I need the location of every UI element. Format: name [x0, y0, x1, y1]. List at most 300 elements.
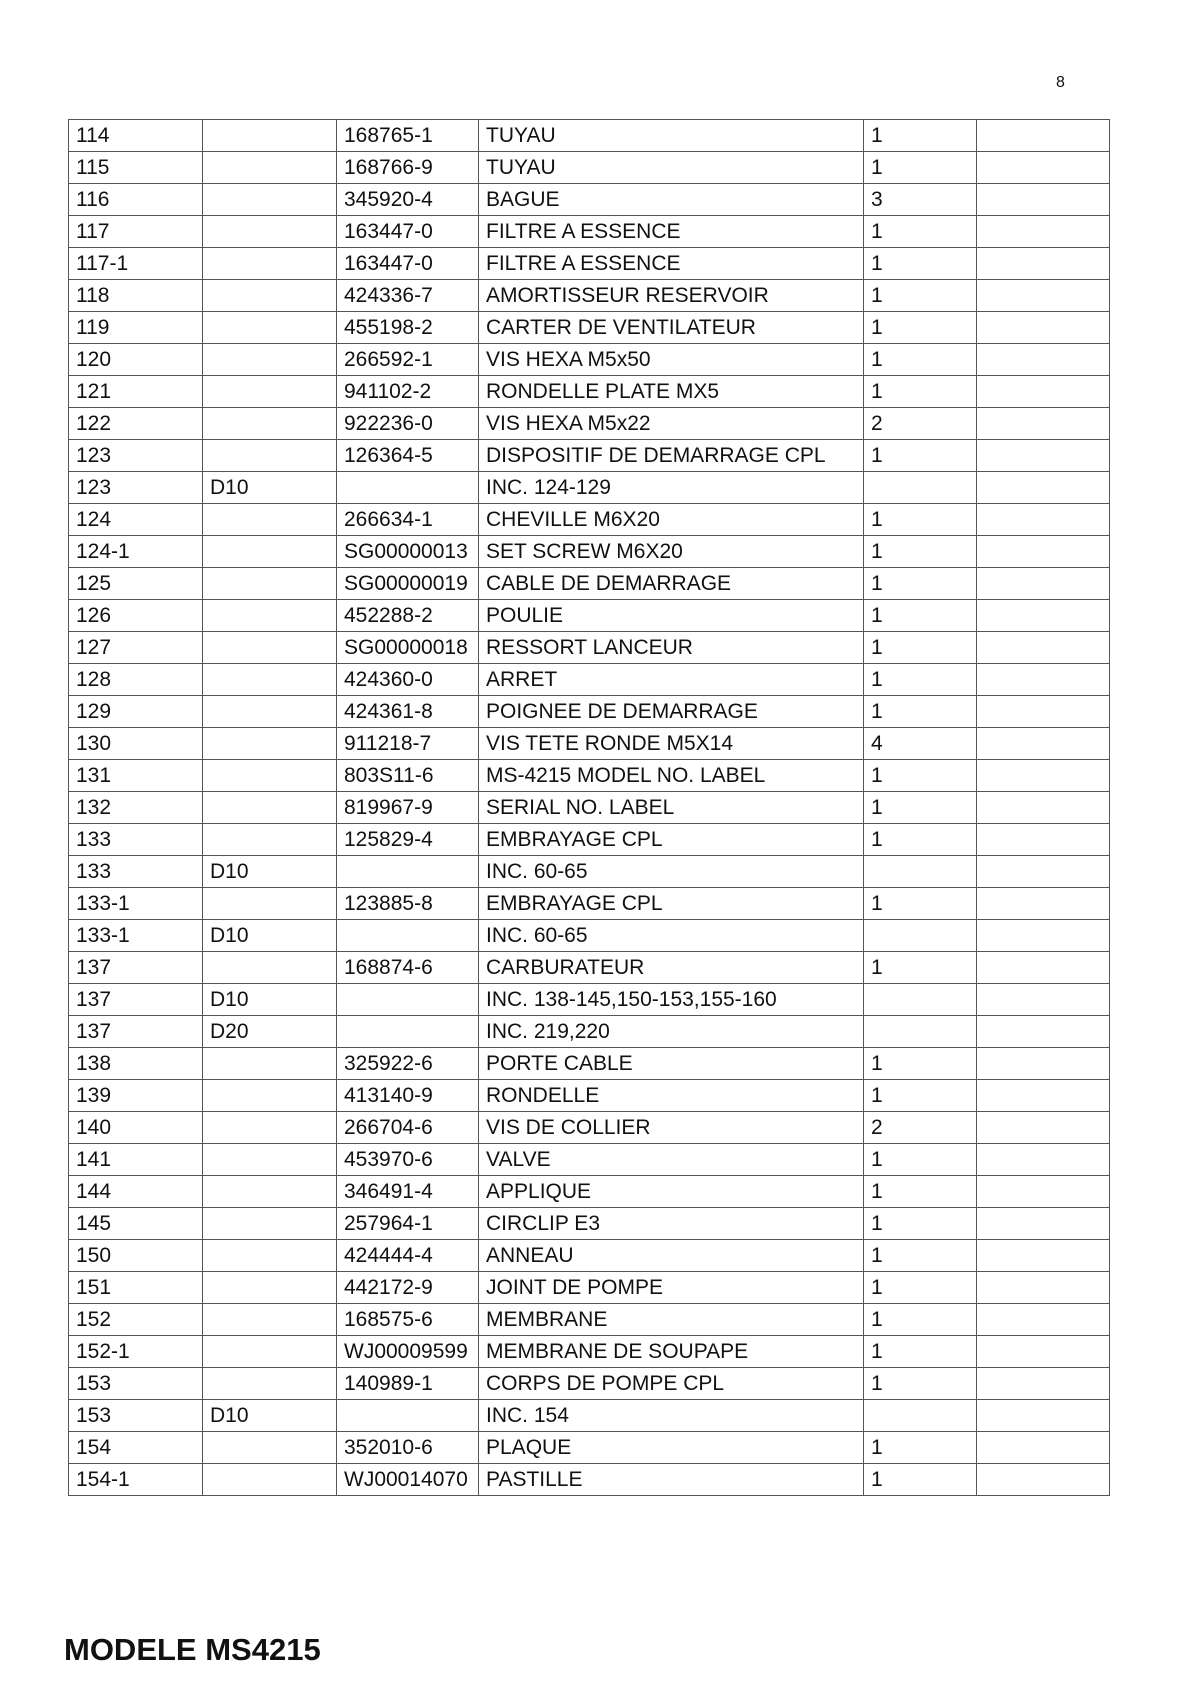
part-number-cell: WJ00009599 [337, 1336, 479, 1368]
item-number-cell: 154-1 [69, 1464, 203, 1496]
description-cell: INC. 60-65 [479, 920, 864, 952]
description-cell: PORTE CABLE [479, 1048, 864, 1080]
part-number-cell: 452288-2 [337, 600, 479, 632]
part-number-cell: 413140-9 [337, 1080, 479, 1112]
table-row [69, 952, 1110, 984]
notes-cell [977, 376, 1110, 408]
item-number-cell: 137 [69, 984, 203, 1016]
notes-cell [977, 1336, 1110, 1368]
item-number-cell: 140 [69, 1112, 203, 1144]
quantity-cell: 1 [864, 824, 977, 856]
table-row [69, 376, 1110, 408]
description-cell: MEMBRANE [479, 1304, 864, 1336]
table-row [69, 728, 1110, 760]
item-number-cell: 118 [69, 280, 203, 312]
table-row [69, 888, 1110, 920]
quantity-cell: 1 [864, 536, 977, 568]
description-cell: CARBURATEUR [479, 952, 864, 984]
quantity-cell: 1 [864, 568, 977, 600]
table-row [69, 1464, 1110, 1496]
description-cell: CIRCLIP E3 [479, 1208, 864, 1240]
table-row [69, 568, 1110, 600]
table-row [69, 312, 1110, 344]
notes-cell [977, 1112, 1110, 1144]
variant-code-cell [203, 1112, 337, 1144]
variant-code-cell [203, 728, 337, 760]
part-number-cell: 266704-6 [337, 1112, 479, 1144]
table-row [69, 1240, 1110, 1272]
part-number-cell: 140989-1 [337, 1368, 479, 1400]
variant-code-cell [203, 1464, 337, 1496]
quantity-cell [864, 472, 977, 504]
quantity-cell: 1 [864, 696, 977, 728]
item-number-cell: 114 [69, 120, 203, 152]
notes-cell [977, 152, 1110, 184]
description-cell: DISPOSITIF DE DEMARRAGE CPL [479, 440, 864, 472]
variant-code-cell: D10 [203, 984, 337, 1016]
quantity-cell: 1 [864, 1368, 977, 1400]
quantity-cell: 1 [864, 312, 977, 344]
item-number-cell: 128 [69, 664, 203, 696]
notes-cell [977, 216, 1110, 248]
part-number-cell: 911218-7 [337, 728, 479, 760]
description-cell: SET SCREW M6X20 [479, 536, 864, 568]
variant-code-cell [203, 184, 337, 216]
table-row [69, 664, 1110, 696]
notes-cell [977, 856, 1110, 888]
part-number-cell: 922236-0 [337, 408, 479, 440]
quantity-cell: 1 [864, 152, 977, 184]
item-number-cell: 124-1 [69, 536, 203, 568]
quantity-cell: 2 [864, 1112, 977, 1144]
notes-cell [977, 952, 1110, 984]
description-cell: PLAQUE [479, 1432, 864, 1464]
notes-cell [977, 1304, 1110, 1336]
description-cell: MEMBRANE DE SOUPAPE [479, 1336, 864, 1368]
table-row [69, 408, 1110, 440]
part-number-cell: 345920-4 [337, 184, 479, 216]
item-number-cell: 123 [69, 440, 203, 472]
part-number-cell: SG00000013 [337, 536, 479, 568]
quantity-cell: 1 [864, 1080, 977, 1112]
variant-code-cell [203, 1304, 337, 1336]
description-cell: MS-4215 MODEL NO. LABEL [479, 760, 864, 792]
notes-cell [977, 1080, 1110, 1112]
variant-code-cell [203, 824, 337, 856]
part-number-cell [337, 1400, 479, 1432]
description-cell: POULIE [479, 600, 864, 632]
part-number-cell [337, 472, 479, 504]
quantity-cell: 1 [864, 952, 977, 984]
part-number-cell: 424444-4 [337, 1240, 479, 1272]
description-cell: INC. 124-129 [479, 472, 864, 504]
table-row [69, 1080, 1110, 1112]
variant-code-cell [203, 760, 337, 792]
item-number-cell: 133 [69, 856, 203, 888]
variant-code-cell [203, 600, 337, 632]
item-number-cell: 127 [69, 632, 203, 664]
description-cell: VALVE [479, 1144, 864, 1176]
table-row [69, 984, 1110, 1016]
item-number-cell: 152-1 [69, 1336, 203, 1368]
part-number-cell: 325922-6 [337, 1048, 479, 1080]
description-cell: VIS DE COLLIER [479, 1112, 864, 1144]
quantity-cell: 3 [864, 184, 977, 216]
notes-cell [977, 1464, 1110, 1496]
variant-code-cell [203, 1432, 337, 1464]
quantity-cell: 1 [864, 376, 977, 408]
item-number-cell: 129 [69, 696, 203, 728]
notes-cell [977, 1048, 1110, 1080]
notes-cell [977, 888, 1110, 920]
variant-code-cell [203, 696, 337, 728]
item-number-cell: 117-1 [69, 248, 203, 280]
variant-code-cell [203, 344, 337, 376]
part-number-cell [337, 1016, 479, 1048]
variant-code-cell: D10 [203, 920, 337, 952]
variant-code-cell: D10 [203, 1400, 337, 1432]
part-number-cell: 168765-1 [337, 120, 479, 152]
variant-code-cell [203, 1144, 337, 1176]
description-cell: INC. 138-145,150-153,155-160 [479, 984, 864, 1016]
item-number-cell: 133-1 [69, 920, 203, 952]
notes-cell [977, 344, 1110, 376]
quantity-cell: 1 [864, 600, 977, 632]
item-number-cell: 116 [69, 184, 203, 216]
quantity-cell [864, 920, 977, 952]
description-cell: EMBRAYAGE CPL [479, 824, 864, 856]
notes-cell [977, 184, 1110, 216]
notes-cell [977, 568, 1110, 600]
quantity-cell: 1 [864, 1144, 977, 1176]
item-number-cell: 153 [69, 1400, 203, 1432]
part-number-cell: 941102-2 [337, 376, 479, 408]
quantity-cell: 1 [864, 504, 977, 536]
table-row [69, 120, 1110, 152]
variant-code-cell [203, 504, 337, 536]
table-row [69, 216, 1110, 248]
table-row [69, 1368, 1110, 1400]
quantity-cell: 1 [864, 664, 977, 696]
quantity-cell: 1 [864, 760, 977, 792]
quantity-cell: 1 [864, 440, 977, 472]
variant-code-cell [203, 408, 337, 440]
variant-code-cell [203, 664, 337, 696]
description-cell: TUYAU [479, 120, 864, 152]
part-number-cell: 819967-9 [337, 792, 479, 824]
quantity-cell: 1 [864, 344, 977, 376]
page-number: 8 [1056, 74, 1065, 91]
table-row [69, 1112, 1110, 1144]
variant-code-cell [203, 120, 337, 152]
table-row [69, 1432, 1110, 1464]
table-row [69, 696, 1110, 728]
variant-code-cell [203, 1048, 337, 1080]
parts-table [68, 119, 1110, 1496]
part-number-cell: 168874-6 [337, 952, 479, 984]
notes-cell [977, 664, 1110, 696]
item-number-cell: 125 [69, 568, 203, 600]
part-number-cell: SG00000019 [337, 568, 479, 600]
description-cell: RESSORT LANCEUR [479, 632, 864, 664]
table-row [69, 504, 1110, 536]
part-number-cell: 455198-2 [337, 312, 479, 344]
table-row [69, 1048, 1110, 1080]
description-cell: BAGUE [479, 184, 864, 216]
description-cell: INC. 219,220 [479, 1016, 864, 1048]
model-title: MODELE MS4215 [64, 1632, 321, 1667]
variant-code-cell [203, 216, 337, 248]
description-cell: POIGNEE DE DEMARRAGE [479, 696, 864, 728]
quantity-cell: 1 [864, 120, 977, 152]
table-row [69, 280, 1110, 312]
table-row [69, 1304, 1110, 1336]
item-number-cell: 126 [69, 600, 203, 632]
variant-code-cell [203, 1080, 337, 1112]
part-number-cell: 163447-0 [337, 248, 479, 280]
variant-code-cell [203, 1208, 337, 1240]
item-number-cell: 137 [69, 1016, 203, 1048]
notes-cell [977, 312, 1110, 344]
quantity-cell: 1 [864, 1176, 977, 1208]
quantity-cell: 1 [864, 792, 977, 824]
item-number-cell: 115 [69, 152, 203, 184]
notes-cell [977, 440, 1110, 472]
description-cell: APPLIQUE [479, 1176, 864, 1208]
item-number-cell: 124 [69, 504, 203, 536]
quantity-cell: 1 [864, 280, 977, 312]
notes-cell [977, 280, 1110, 312]
part-number-cell: 126364-5 [337, 440, 479, 472]
quantity-cell: 1 [864, 888, 977, 920]
table-row [69, 248, 1110, 280]
item-number-cell: 153 [69, 1368, 203, 1400]
description-cell: RONDELLE [479, 1080, 864, 1112]
description-cell: ANNEAU [479, 1240, 864, 1272]
part-number-cell: SG00000018 [337, 632, 479, 664]
table-row [69, 472, 1110, 504]
part-number-cell: 352010-6 [337, 1432, 479, 1464]
table-row [69, 856, 1110, 888]
description-cell: INC. 60-65 [479, 856, 864, 888]
notes-cell [977, 120, 1110, 152]
part-number-cell: 125829-4 [337, 824, 479, 856]
description-cell: JOINT DE POMPE [479, 1272, 864, 1304]
quantity-cell: 2 [864, 408, 977, 440]
notes-cell [977, 504, 1110, 536]
notes-cell [977, 824, 1110, 856]
variant-code-cell: D20 [203, 1016, 337, 1048]
notes-cell [977, 728, 1110, 760]
quantity-cell: 1 [864, 1048, 977, 1080]
quantity-cell [864, 1016, 977, 1048]
part-number-cell: 803S11-6 [337, 760, 479, 792]
quantity-cell: 4 [864, 728, 977, 760]
description-cell: AMORTISSEUR RESERVOIR [479, 280, 864, 312]
notes-cell [977, 984, 1110, 1016]
table-row [69, 184, 1110, 216]
notes-cell [977, 1144, 1110, 1176]
item-number-cell: 141 [69, 1144, 203, 1176]
table-row [69, 600, 1110, 632]
part-number-cell: 346491-4 [337, 1176, 479, 1208]
description-cell: CHEVILLE M6X20 [479, 504, 864, 536]
item-number-cell: 132 [69, 792, 203, 824]
part-number-cell: 424360-0 [337, 664, 479, 696]
part-number-cell: 163447-0 [337, 216, 479, 248]
notes-cell [977, 1208, 1110, 1240]
item-number-cell: 151 [69, 1272, 203, 1304]
table-row [69, 536, 1110, 568]
item-number-cell: 138 [69, 1048, 203, 1080]
item-number-cell: 137 [69, 952, 203, 984]
variant-code-cell [203, 568, 337, 600]
quantity-cell [864, 1400, 977, 1432]
description-cell: CABLE DE DEMARRAGE [479, 568, 864, 600]
table-row [69, 792, 1110, 824]
description-cell: ARRET [479, 664, 864, 696]
quantity-cell [864, 856, 977, 888]
variant-code-cell [203, 280, 337, 312]
notes-cell [977, 1176, 1110, 1208]
notes-cell [977, 1272, 1110, 1304]
part-number-cell: 453970-6 [337, 1144, 479, 1176]
variant-code-cell [203, 312, 337, 344]
variant-code-cell [203, 952, 337, 984]
notes-cell [977, 920, 1110, 952]
quantity-cell: 1 [864, 632, 977, 664]
notes-cell [977, 408, 1110, 440]
quantity-cell: 1 [864, 216, 977, 248]
description-cell: VIS TETE RONDE M5X14 [479, 728, 864, 760]
item-number-cell: 130 [69, 728, 203, 760]
notes-cell [977, 1240, 1110, 1272]
item-number-cell: 150 [69, 1240, 203, 1272]
item-number-cell: 144 [69, 1176, 203, 1208]
table-row [69, 1336, 1110, 1368]
quantity-cell: 1 [864, 248, 977, 280]
description-cell: RONDELLE PLATE MX5 [479, 376, 864, 408]
variant-code-cell: D10 [203, 856, 337, 888]
table-row [69, 344, 1110, 376]
variant-code-cell [203, 440, 337, 472]
quantity-cell: 1 [864, 1208, 977, 1240]
description-cell: VIS HEXA M5x50 [479, 344, 864, 376]
part-number-cell: 424336-7 [337, 280, 479, 312]
description-cell: PASTILLE [479, 1464, 864, 1496]
quantity-cell: 1 [864, 1304, 977, 1336]
description-cell: TUYAU [479, 152, 864, 184]
description-cell: VIS HEXA M5x22 [479, 408, 864, 440]
part-number-cell: 424361-8 [337, 696, 479, 728]
variant-code-cell [203, 152, 337, 184]
variant-code-cell [203, 376, 337, 408]
notes-cell [977, 760, 1110, 792]
item-number-cell: 139 [69, 1080, 203, 1112]
item-number-cell: 145 [69, 1208, 203, 1240]
part-number-cell [337, 984, 479, 1016]
item-number-cell: 122 [69, 408, 203, 440]
item-number-cell: 117 [69, 216, 203, 248]
item-number-cell: 123 [69, 472, 203, 504]
variant-code-cell [203, 1272, 337, 1304]
table-row [69, 1176, 1110, 1208]
variant-code-cell [203, 1176, 337, 1208]
table-row [69, 440, 1110, 472]
part-number-cell: 442172-9 [337, 1272, 479, 1304]
notes-cell [977, 1368, 1110, 1400]
table-row [69, 1208, 1110, 1240]
quantity-cell: 1 [864, 1432, 977, 1464]
variant-code-cell [203, 1240, 337, 1272]
item-number-cell: 154 [69, 1432, 203, 1464]
item-number-cell: 120 [69, 344, 203, 376]
part-number-cell: 168766-9 [337, 152, 479, 184]
description-cell: FILTRE A ESSENCE [479, 248, 864, 280]
notes-cell [977, 792, 1110, 824]
notes-cell [977, 696, 1110, 728]
variant-code-cell [203, 792, 337, 824]
item-number-cell: 152 [69, 1304, 203, 1336]
table-row [69, 1144, 1110, 1176]
variant-code-cell [203, 1336, 337, 1368]
item-number-cell: 133-1 [69, 888, 203, 920]
table-row [69, 632, 1110, 664]
table-row [69, 152, 1110, 184]
notes-cell [977, 536, 1110, 568]
description-cell: INC. 154 [479, 1400, 864, 1432]
description-cell: FILTRE A ESSENCE [479, 216, 864, 248]
quantity-cell: 1 [864, 1240, 977, 1272]
part-number-cell: WJ00014070 [337, 1464, 479, 1496]
notes-cell [977, 632, 1110, 664]
notes-cell [977, 1432, 1110, 1464]
part-number-cell [337, 920, 479, 952]
part-number-cell [337, 856, 479, 888]
variant-code-cell [203, 632, 337, 664]
quantity-cell [864, 984, 977, 1016]
variant-code-cell [203, 888, 337, 920]
part-number-cell: 257964-1 [337, 1208, 479, 1240]
variant-code-cell [203, 1368, 337, 1400]
table-row [69, 1016, 1110, 1048]
variant-code-cell [203, 248, 337, 280]
item-number-cell: 119 [69, 312, 203, 344]
item-number-cell: 131 [69, 760, 203, 792]
item-number-cell: 121 [69, 376, 203, 408]
notes-cell [977, 600, 1110, 632]
description-cell: CORPS DE POMPE CPL [479, 1368, 864, 1400]
item-number-cell: 133 [69, 824, 203, 856]
quantity-cell: 1 [864, 1272, 977, 1304]
notes-cell [977, 1400, 1110, 1432]
notes-cell [977, 1016, 1110, 1048]
part-number-cell: 266634-1 [337, 504, 479, 536]
part-number-cell: 266592-1 [337, 344, 479, 376]
part-number-cell: 168575-6 [337, 1304, 479, 1336]
variant-code-cell [203, 536, 337, 568]
quantity-cell: 1 [864, 1336, 977, 1368]
description-cell: EMBRAYAGE CPL [479, 888, 864, 920]
part-number-cell: 123885-8 [337, 888, 479, 920]
table-row [69, 1272, 1110, 1304]
description-cell: CARTER DE VENTILATEUR [479, 312, 864, 344]
table-row [69, 920, 1110, 952]
quantity-cell: 1 [864, 1464, 977, 1496]
description-cell: SERIAL NO. LABEL [479, 792, 864, 824]
table-row [69, 824, 1110, 856]
notes-cell [977, 248, 1110, 280]
